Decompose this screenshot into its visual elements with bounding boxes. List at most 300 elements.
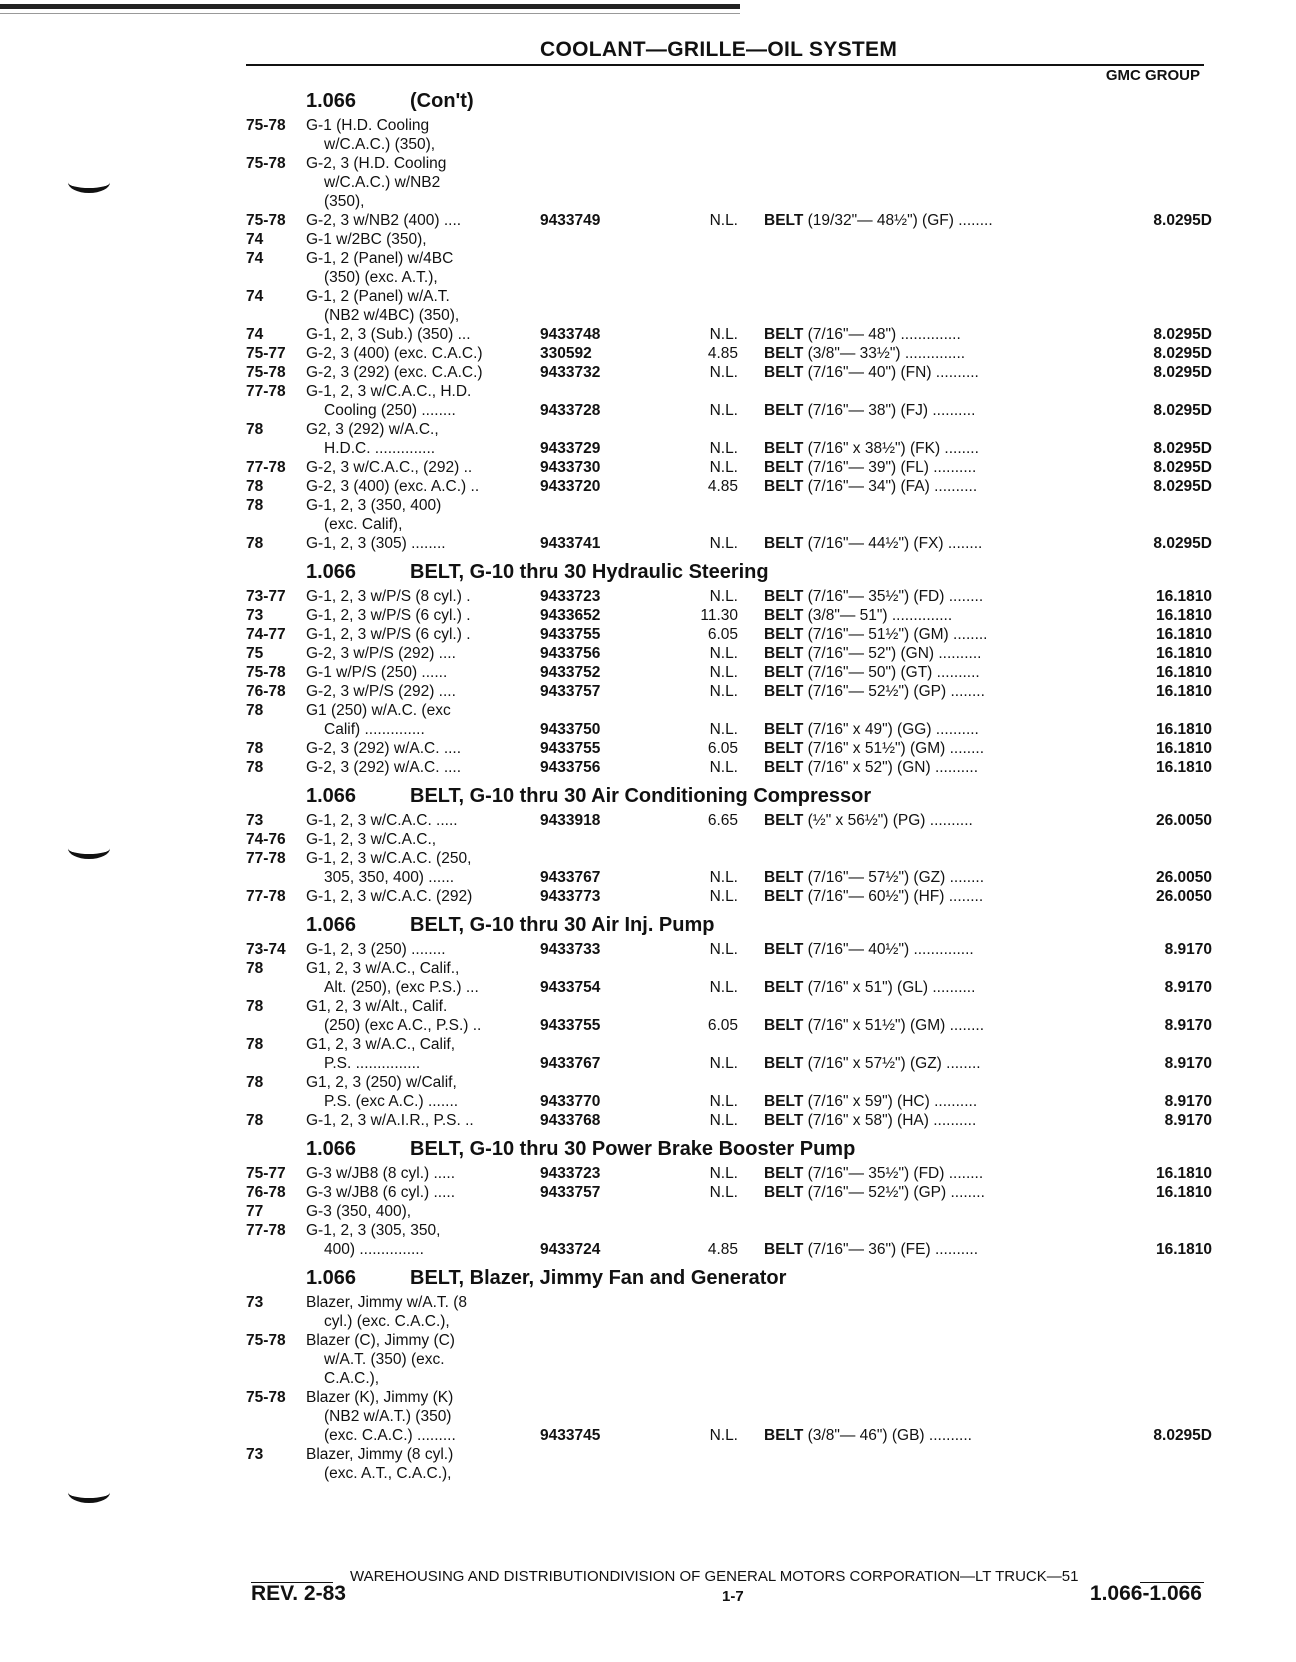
part-description: [764, 363, 979, 382]
part-number: 9433773: [540, 888, 601, 905]
part-number: 9433748: [540, 326, 601, 343]
application-description: G1, 2, 3 w/A.C., Calif,: [306, 1036, 456, 1053]
application-description: G-2, 3 (H.D. Cooling: [306, 155, 447, 172]
model-year: 77-78: [246, 459, 286, 476]
leader-dots: ........: [948, 588, 984, 605]
labor-reference: 26.0050: [1155, 869, 1212, 886]
price: 4.85: [707, 345, 738, 362]
leader-dots: ........: [949, 869, 985, 886]
labor-reference: 8.0295D: [1153, 535, 1212, 552]
table-row: [246, 306, 1212, 325]
application-description: P.S. (exc A.C.) .......: [324, 1093, 459, 1110]
belt-word: BELT: [764, 588, 804, 605]
belt-word: BELT: [764, 535, 804, 552]
part-number: 9433918: [540, 812, 601, 829]
price: N.L.: [709, 440, 738, 457]
belt-size: (7/16" x 49") (GG): [807, 721, 932, 738]
table-row: [246, 268, 1212, 287]
price: 4.85: [707, 1241, 738, 1258]
application-description: G-1 (H.D. Cooling: [306, 117, 430, 134]
part-description: [764, 1426, 972, 1445]
table-row: [246, 401, 1212, 420]
application-description: G-1, 2, 3 w/C.A.C. .....: [306, 812, 458, 829]
part-description: [764, 625, 987, 644]
part-number: 9433757: [540, 683, 601, 700]
model-year: 77-78: [246, 888, 286, 905]
belt-word: BELT: [764, 212, 804, 229]
labor-reference: 26.0050: [1155, 812, 1212, 829]
part-description: [764, 344, 965, 363]
application-description: G-2, 3 (292) w/A.C. ....: [306, 759, 462, 776]
part-description: [764, 720, 979, 739]
belt-size: (7/16"— 51½") (GM): [807, 626, 949, 643]
table-row: [246, 249, 1212, 268]
application-description: G-1, 2, 3 w/C.A.C. (250,: [306, 850, 472, 867]
application-description: 305, 350, 400) ......: [324, 869, 455, 886]
leader-dots: ..........: [935, 364, 979, 381]
belt-size: (7/16" x 51") (GL): [807, 979, 929, 996]
application-description: G-1, 2, 3 (Sub.) (350) ...: [306, 326, 471, 343]
part-number: 9433729: [540, 440, 601, 457]
model-year: 74: [246, 326, 264, 343]
table-row: [246, 1092, 1212, 1111]
binder-hole-mark: [68, 838, 110, 859]
model-year: 76-78: [246, 683, 286, 700]
labor-reference: 16.1810: [1155, 664, 1212, 681]
table-row: [246, 1331, 1212, 1350]
table-row: [246, 959, 1212, 978]
table-row: [246, 811, 1212, 830]
table-row: [246, 849, 1212, 868]
belt-size: (3/8"— 33½"): [807, 345, 901, 362]
table-row: [246, 1221, 1212, 1240]
application-description: (exc. Calif),: [324, 516, 403, 533]
labor-reference: 26.0050: [1155, 888, 1212, 905]
table-row: [246, 1164, 1212, 1183]
price: N.L.: [709, 1112, 738, 1129]
table-row: [246, 606, 1212, 625]
belt-word: BELT: [764, 1184, 804, 1201]
section-title: BELT, G-10 thru 30 Air Conditioning Compressor: [410, 785, 872, 807]
belt-size: (7/16"— 39") (FL): [807, 459, 929, 476]
table-row: [246, 116, 1212, 135]
application-description: G2, 3 (292) w/A.C.,: [306, 421, 439, 438]
belt-size: (7/16"— 35½") (FD): [807, 1165, 945, 1182]
part-number: 9433733: [540, 941, 601, 958]
belt-size: (7/16"— 60½") (HF): [807, 888, 945, 905]
application-description: G-1, 2, 3 w/C.A.C., H.D.: [306, 383, 472, 400]
application-description: G-1 w/2BC (350),: [306, 231, 427, 248]
model-year: 76-78: [246, 1184, 286, 1201]
section-code: 1.066: [306, 785, 357, 807]
belt-size: (7/16"— 52½") (GP): [807, 1184, 947, 1201]
price: N.L.: [709, 721, 738, 738]
part-description: [764, 758, 978, 777]
leader-dots: ........: [944, 440, 979, 457]
section-code: 1.066: [306, 1267, 357, 1289]
application-description: G-2, 3 (292) w/A.C. ....: [306, 740, 462, 757]
leader-dots: ..........: [929, 812, 973, 829]
application-description: G-2, 3 w/NB2 (400) ....: [306, 212, 462, 229]
belt-size: (19/32"— 48½") (GF): [807, 212, 954, 229]
price: N.L.: [709, 645, 738, 662]
labor-reference: 16.1810: [1155, 607, 1212, 624]
belt-size: (7/16" x 51½") (GM): [807, 1017, 946, 1034]
application-description: G1 (250) w/A.C. (exc: [306, 702, 451, 719]
binder-hole-mark: [68, 172, 110, 193]
belt-word: BELT: [764, 888, 804, 905]
price: N.L.: [709, 588, 738, 605]
model-year: 74: [246, 231, 264, 248]
table-row: [246, 1426, 1212, 1445]
table-row: [246, 1054, 1212, 1073]
leader-dots: ..........: [933, 459, 977, 476]
belt-word: BELT: [764, 1017, 804, 1034]
part-number: 9433768: [540, 1112, 601, 1129]
part-description: [764, 1054, 981, 1073]
table-row: [246, 1350, 1212, 1369]
belt-word: BELT: [764, 812, 804, 829]
application-description: w/C.A.C.) (350),: [324, 136, 436, 153]
belt-word: BELT: [764, 869, 804, 886]
part-number: 9433767: [540, 869, 601, 886]
leader-dots: ..........: [933, 1112, 977, 1129]
table-row: [246, 1388, 1212, 1407]
leader-dots: ..........: [934, 759, 979, 776]
belt-word: BELT: [764, 979, 804, 996]
leader-dots: ..........: [935, 721, 979, 738]
binder-hole-mark: [68, 1482, 110, 1503]
belt-size: (7/16"— 36") (FE): [807, 1241, 931, 1258]
labor-reference: 16.1810: [1155, 1241, 1212, 1258]
application-description: G-2, 3 w/P/S (292) ....: [306, 683, 456, 700]
model-year: 75-78: [246, 1389, 286, 1406]
part-description: [764, 477, 977, 496]
table-row: [246, 1111, 1212, 1130]
labor-reference: 16.1810: [1155, 683, 1212, 700]
table-row: [246, 173, 1212, 192]
labor-reference: 16.1810: [1155, 759, 1212, 776]
labor-reference: 16.1810: [1155, 1184, 1212, 1201]
application-description: Blazer (C), Jimmy (C): [306, 1332, 455, 1349]
table-row: [246, 997, 1212, 1016]
table-row: [246, 701, 1212, 720]
part-number: 9433652: [540, 607, 601, 624]
belt-word: BELT: [764, 1427, 804, 1444]
table-row: [246, 1293, 1212, 1312]
model-year: 77-78: [246, 1222, 286, 1239]
table-row: [246, 1312, 1212, 1331]
part-description: [764, 1092, 977, 1111]
labor-reference: 16.1810: [1155, 1165, 1212, 1182]
table-row: [246, 1016, 1212, 1035]
table-row: [246, 192, 1212, 211]
title-rule: [246, 64, 1204, 66]
labor-reference: 8.0295D: [1153, 1427, 1212, 1444]
table-row: [246, 1445, 1212, 1464]
price: N.L.: [709, 364, 738, 381]
price: 6.05: [707, 740, 738, 757]
part-description: [764, 663, 980, 682]
model-year: 78: [246, 1036, 264, 1053]
labor-reference: 16.1810: [1155, 740, 1212, 757]
model-year: 73-74: [246, 941, 286, 958]
application-description: P.S. ...............: [324, 1055, 421, 1072]
labor-reference: 8.9170: [1164, 941, 1212, 958]
part-description: [764, 1183, 985, 1202]
leader-dots: ..............: [900, 326, 961, 343]
model-year: 73: [246, 1446, 264, 1463]
section-code: 1.066: [306, 90, 357, 112]
belt-word: BELT: [764, 645, 804, 662]
part-number: 9433745: [540, 1427, 601, 1444]
part-number: 9433723: [540, 1165, 601, 1182]
price: 11.30: [700, 607, 738, 624]
leader-dots: ........: [947, 535, 983, 552]
application-description: G-3 w/JB8 (6 cyl.) .....: [306, 1184, 455, 1201]
belt-size: (7/16"— 57½") (GZ): [807, 869, 946, 886]
price: N.L.: [709, 683, 738, 700]
belt-size: (7/16"— 35½") (FD): [807, 588, 945, 605]
price: N.L.: [709, 459, 738, 476]
application-description: G-1 w/P/S (250) ......: [306, 664, 448, 681]
leader-dots: ........: [948, 1165, 984, 1182]
belt-word: BELT: [764, 721, 804, 738]
application-description: w/A.T. (350) (exc.: [324, 1351, 445, 1368]
model-year: 78: [246, 740, 264, 757]
application-description: G-2, 3 w/P/S (292) ....: [306, 645, 456, 662]
application-description: G-1, 2, 3 w/C.A.C. (292): [306, 888, 473, 905]
application-description: cyl.) (exc. C.A.C.),: [324, 1313, 450, 1330]
belt-word: BELT: [764, 1112, 804, 1129]
table-row: [246, 682, 1212, 701]
belt-word: BELT: [764, 345, 804, 362]
model-year: 75-78: [246, 1332, 286, 1349]
belt-word: BELT: [764, 1241, 804, 1258]
section-code: 1.066: [306, 561, 357, 583]
leader-dots: ..........: [928, 1427, 972, 1444]
group-label: GMC GROUP: [1105, 67, 1200, 84]
application-description: G-1, 2, 3 w/P/S (6 cyl.) .: [306, 607, 471, 624]
section-heading: [246, 1265, 1212, 1293]
belt-size: (3/8"— 51"): [807, 607, 888, 624]
table-row: [246, 230, 1212, 249]
table-row: [246, 344, 1212, 363]
part-description: [764, 811, 973, 830]
price: N.L.: [709, 1165, 738, 1182]
table-row: [246, 439, 1212, 458]
leader-dots: ..........: [934, 478, 978, 495]
section-code: 1.066: [306, 1138, 357, 1160]
part-number: 9433755: [540, 740, 601, 757]
part-description: [764, 978, 975, 997]
table-row: [246, 978, 1212, 997]
part-description: [764, 1111, 976, 1130]
application-description: G-1, 2, 3 (350, 400): [306, 497, 442, 514]
table-row: [246, 1035, 1212, 1054]
application-description: Blazer (K), Jimmy (K): [306, 1389, 454, 1406]
table-row: [246, 496, 1212, 515]
application-description: G-2, 3 (400) (exc. A.C.) ..: [306, 478, 480, 495]
application-description: G-2, 3 (292) (exc. C.A.C.): [306, 364, 483, 381]
table-row: [246, 420, 1212, 439]
application-description: Blazer, Jimmy w/A.T. (8: [306, 1294, 468, 1311]
part-number: 9433724: [540, 1241, 601, 1258]
table-row: [246, 382, 1212, 401]
table-row: [246, 887, 1212, 906]
model-year: 78: [246, 759, 264, 776]
part-description: [764, 940, 974, 959]
application-description: G-1, 2, 3 (305, 350,: [306, 1222, 441, 1239]
table-row: [246, 154, 1212, 173]
application-description: G1, 2, 3 w/A.C., Calif.,: [306, 960, 460, 977]
application-description: G-3 (350, 400),: [306, 1203, 412, 1220]
belt-word: BELT: [764, 607, 804, 624]
table-row: [246, 1183, 1212, 1202]
belt-word: BELT: [764, 740, 804, 757]
price: N.L.: [709, 402, 738, 419]
section-title: BELT, Blazer, Jimmy Fan and Generator: [410, 1267, 787, 1289]
part-number: 9433741: [540, 535, 601, 552]
application-description: Blazer, Jimmy (8 cyl.): [306, 1446, 454, 1463]
section-title: BELT, G-10 thru 30 Air Inj. Pump: [410, 914, 715, 936]
top-border: [0, 4, 740, 9]
belt-word: BELT: [764, 364, 804, 381]
part-number: 9433756: [540, 645, 601, 662]
leader-dots: ..........: [932, 979, 976, 996]
table-row: [246, 515, 1212, 534]
application-description: G-1, 2 (Panel) w/4BC: [306, 250, 454, 267]
model-year: 77-78: [246, 383, 286, 400]
model-year: 73: [246, 812, 264, 829]
model-year: 74-76: [246, 831, 286, 848]
leader-dots: ..............: [891, 607, 953, 624]
part-number: 9433756: [540, 759, 601, 776]
belt-size: (½" x 56½") (PG): [807, 812, 926, 829]
price: N.L.: [709, 759, 738, 776]
application-description: Cooling (250) ........: [324, 402, 456, 419]
application-description: G-1, 2, 3 w/C.A.C.,: [306, 831, 437, 848]
labor-reference: 16.1810: [1155, 721, 1212, 738]
part-number: 9433723: [540, 588, 601, 605]
table-row: [246, 758, 1212, 777]
application-description: (exc. C.A.C.) .........: [324, 1427, 456, 1444]
belt-word: BELT: [764, 459, 804, 476]
labor-reference: 8.9170: [1164, 1093, 1212, 1110]
leader-dots: ........: [948, 888, 984, 905]
part-description: [764, 211, 993, 230]
model-year: 73: [246, 607, 264, 624]
labor-reference: 16.1810: [1155, 645, 1212, 662]
table-row: [246, 1369, 1212, 1388]
part-description: [764, 739, 984, 758]
table-row: [246, 663, 1212, 682]
part-description: [764, 644, 981, 663]
part-number: 9433752: [540, 664, 601, 681]
part-number: 9433755: [540, 626, 601, 643]
section-heading: [246, 559, 1212, 587]
table-row: [246, 534, 1212, 553]
model-year: 78: [246, 535, 264, 552]
belt-size: (7/16" x 51½") (GM): [807, 740, 946, 757]
model-year: 78: [246, 702, 264, 719]
belt-word: BELT: [764, 478, 804, 495]
belt-word: BELT: [764, 402, 804, 419]
labor-reference: 8.0295D: [1153, 345, 1212, 362]
model-year: 77-78: [246, 850, 286, 867]
model-year: 78: [246, 1074, 264, 1091]
belt-size: (7/16"— 52") (GN): [807, 645, 935, 662]
labor-reference: 8.0295D: [1153, 212, 1212, 229]
part-number: 330592: [540, 345, 592, 362]
table-row: [246, 1407, 1212, 1426]
belt-word: BELT: [764, 326, 804, 343]
leader-dots: ..............: [913, 941, 974, 958]
application-description: G-1, 2, 3 w/A.I.R., P.S. ..: [306, 1112, 474, 1129]
section-code: 1.066: [306, 914, 357, 936]
price: 6.65: [707, 812, 738, 829]
model-year: 78: [246, 497, 264, 514]
table-row: [246, 587, 1212, 606]
application-description: G-1, 2, 3 (250) ........: [306, 941, 446, 958]
price: 6.05: [707, 1017, 738, 1034]
belt-size: (7/16"— 38") (FJ): [807, 402, 929, 419]
belt-word: BELT: [764, 626, 804, 643]
model-year: 73: [246, 1294, 264, 1311]
model-year: 75-78: [246, 155, 286, 172]
model-year: 75-78: [246, 664, 286, 681]
price: N.L.: [709, 212, 738, 229]
part-description: [764, 1240, 978, 1259]
belt-size: (3/8"— 46") (GB): [807, 1427, 925, 1444]
belt-word: BELT: [764, 941, 804, 958]
leader-dots: ..........: [932, 402, 976, 419]
labor-reference: 16.1810: [1155, 626, 1212, 643]
section-title: (Con't): [410, 90, 474, 112]
table-row: [246, 830, 1212, 849]
belt-word: BELT: [764, 1165, 804, 1182]
belt-size: (7/16"— 40") (FN): [807, 364, 932, 381]
part-description: [764, 887, 983, 906]
price: 6.05: [707, 626, 738, 643]
section-title: BELT, G-10 thru 30 Hydraulic Steering: [410, 561, 769, 583]
table-row: [246, 458, 1212, 477]
price: N.L.: [709, 535, 738, 552]
top-border-thin: [0, 13, 740, 14]
leader-dots: ..........: [936, 664, 980, 681]
part-number: 9433749: [540, 212, 601, 229]
application-description: G-2, 3 (400) (exc. C.A.C.): [306, 345, 483, 362]
application-description: Alt. (250), (exc P.S.) ...: [324, 979, 479, 996]
application-description: G-1, 2, 3 w/P/S (6 cyl.) .: [306, 626, 471, 643]
labor-reference: 8.9170: [1164, 1055, 1212, 1072]
leader-dots: ........: [958, 212, 993, 229]
leader-dots: ..........: [938, 645, 982, 662]
part-description: [764, 1016, 984, 1035]
section-heading: [246, 88, 1212, 116]
part-description: [764, 587, 983, 606]
part-description: [764, 606, 952, 625]
labor-reference: 8.9170: [1164, 1017, 1212, 1034]
leader-dots: ........: [953, 626, 988, 643]
application-description: G1, 2, 3 (250) w/Calif,: [306, 1074, 457, 1091]
section-heading: [246, 1136, 1212, 1164]
table-row: [246, 1073, 1212, 1092]
model-year: 78: [246, 1112, 264, 1129]
belt-word: BELT: [764, 664, 804, 681]
model-year: 73-77: [246, 588, 286, 605]
price: N.L.: [709, 869, 738, 886]
